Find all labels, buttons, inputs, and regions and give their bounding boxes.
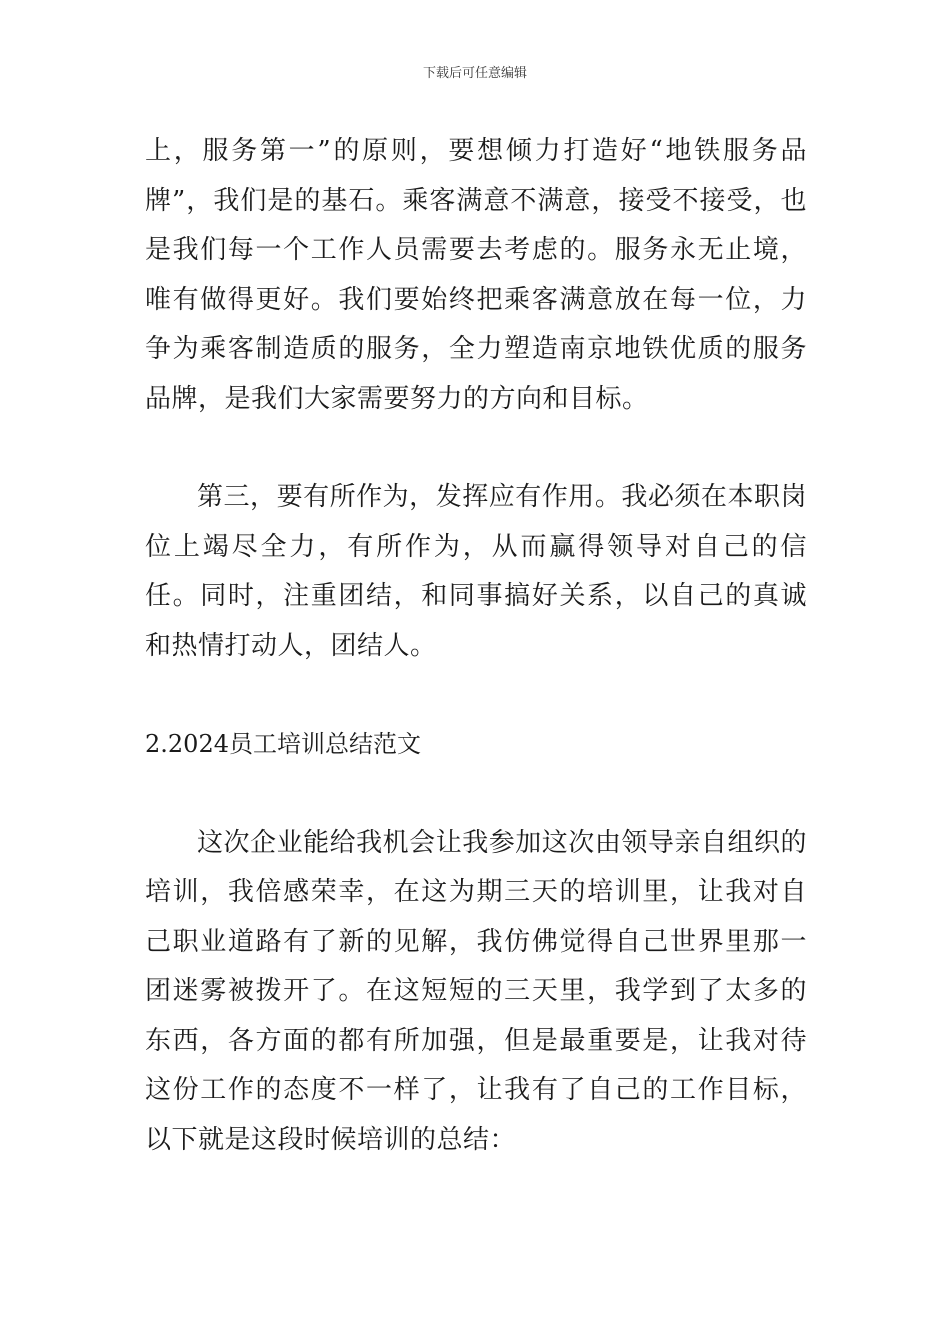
document-body [145,127,807,1165]
paragraph-service-principle: 上，服务第一”的原则，要想倾力打造好“地铁服务品牌”，我们是的基石。乘客满意不满意，接受不接受，也是我们每一个工作人员需要去考虑的。服务永无止境，唯有做得更好。我们要始终把乘客满意放在每一位，力争为乘客制造质的服务，全力塑造南京地铁优质的服务品牌，是我们大家需要努力的方向和目标。 [145,136,807,414]
paragraph-third-point: 第三，要有所作为，发挥应有作用。我必须在本职岗位上竭尽全力，有所作为，从而赢得领导对自己的信任。同时，注重团结，和同事搞好关系，以自己的真诚和热情打动人，团结人。 [145,482,807,661]
section-heading: 2.2024员工培训总结范文 [145,730,421,758]
page-header: 下载后可任意编辑 [422,66,527,81]
paragraph-training-summary: 这次企业能给我机会让我参加这次由领导亲自组织的培训，我倍感荣幸，在这为期三天的培训里，让我对自己职业道路有了新的见解，我仿佛觉得自己世界里那一团迷雾被拨开了。在这短短的三天里，我学到了太多的东西，各方面的都有所加强，但是最重要是，让我对待这份工作的态度不一样了，让我有了自己的工作目标，以下就是这段时候培训的总结： [145,827,807,1155]
